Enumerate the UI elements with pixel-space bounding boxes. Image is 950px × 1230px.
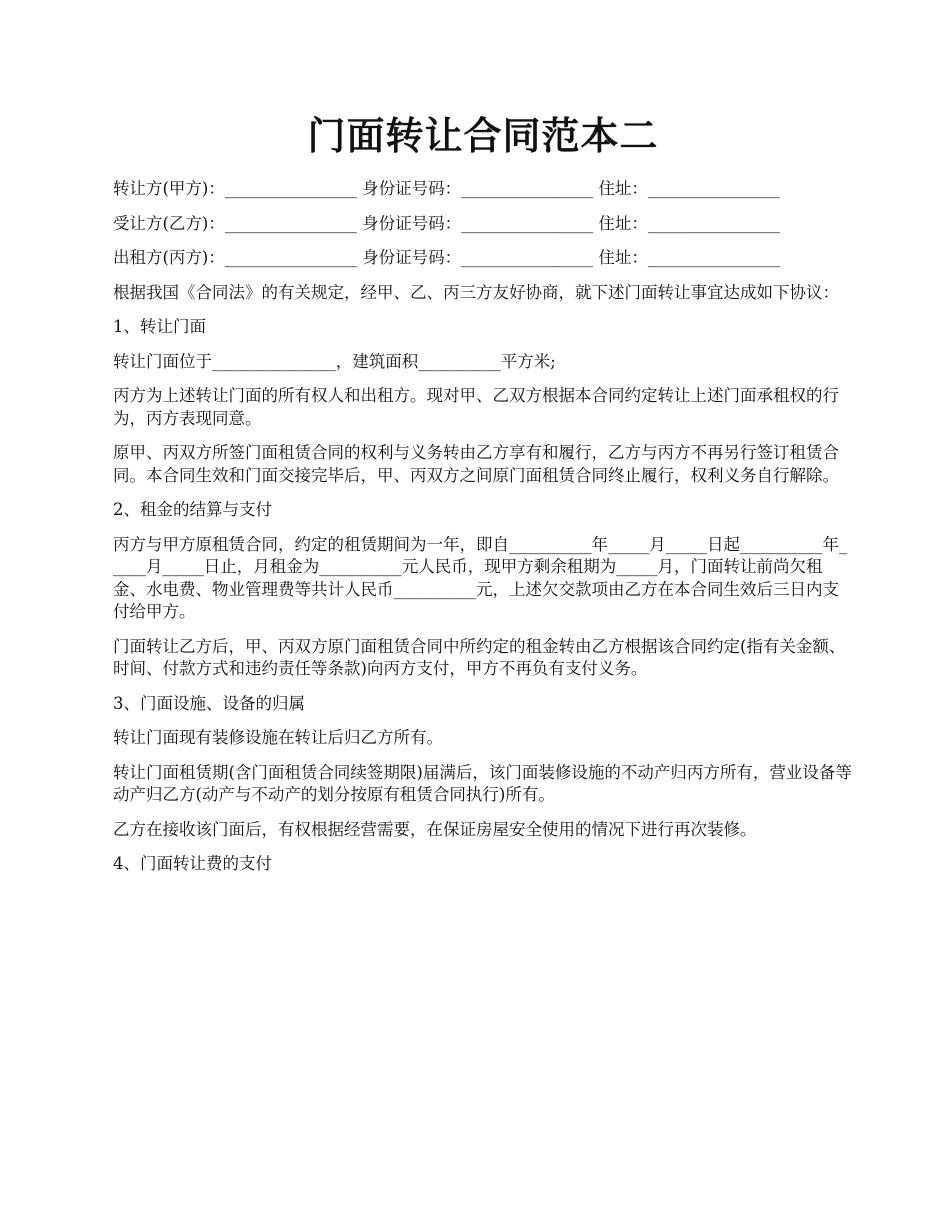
section-heading-4: 4、门面转让费的支付 [113,854,272,873]
preamble-paragraph: 根据我国《合同法》的有关规定，经甲、乙、丙三方友好协商，就下述门面转让事宜达成如下协议： [113,282,839,302]
party-b-line: 受让方(乙方)：________________ 身份证号码：________________ 住址：________________ [113,213,780,233]
lease-expiry-paragraph: 转让门面租赁期(含门面租赁合同续签期限)届满后，该门面装修设施的不动产归丙方所有，营业设备等动产归乙方(动产与不动产的划分按原有租赁合同执行)所有。 [113,762,852,804]
owner-consent-paragraph: 丙方为上述转让门面的所有权人和出租方。现对甲、乙双方根据本合同约定转让上述门面承租权的行为，丙方表现同意。 [113,386,839,428]
section-heading-3: 3、门面设施、设备的归属 [113,693,305,713]
document-body [113,178,853,888]
facilities-ownership-paragraph: 转让门面现有装修设施在转让后归乙方所有。 [113,728,443,747]
section-heading-2: 2、租金的结算与支付 [113,500,272,519]
renovation-paragraph: 乙方在接收该门面后，有权根据经营需要，在保证房屋安全使用的情况下进行再次装修。 [113,819,757,839]
section-heading-1: 1、转让门面 [113,317,206,336]
party-a-line: 转让方(甲方)：________________ 身份证号码：________________ 住址：________________ [113,179,780,198]
party-c-line: 出租方(丙方)：________________ 身份证号码：________________ 住址：________________ [113,248,780,267]
rights-transfer-paragraph: 原甲、丙双方所签门面租赁合同的权利与义务转由乙方享有和履行，乙方与丙方不再另行签订租赁合同。本合同生效和门面交接完毕后，甲、丙双方之间原门面租赁合同终止履行，权利义务自行解除。 [113,443,839,485]
shop-location-paragraph: 转让门面位于_______________，建筑面积__________平方米; [113,351,556,371]
rent-term-paragraph: 丙方与甲方原租赁合同，约定的租赁期间为一年，即自__________年_____月_____日起__________年_____月_____日止，月租金为__________元人民币，现甲方剩余租期为_____月，门面转让前尚欠租金、水电费、物业管理费等共计人民币__________元，上述欠交款项由乙方在本合同生效后三日内支付给甲方。 [113,534,848,621]
document-title: 门面转让合同范本二 [307,113,659,158]
rent-payment-paragraph: 门面转让乙方后，甲、丙双方原门面租赁合同中所约定的租金转由乙方根据该合同约定(指有关金额、时间、付款方式和违约责任等条款)向丙方支付，甲方不再负有支付义务。 [113,636,846,678]
